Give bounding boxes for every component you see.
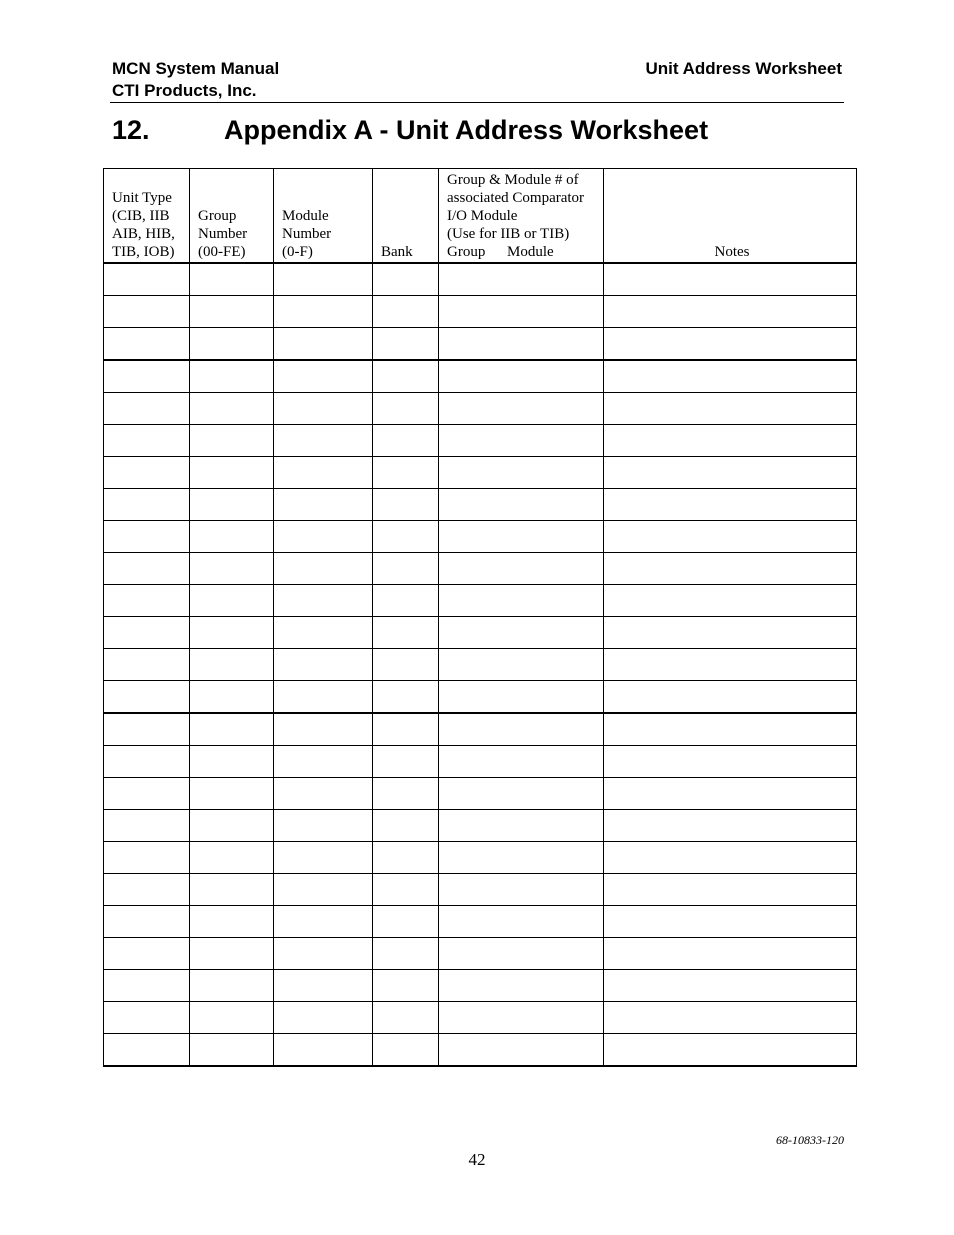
table-row [104,649,857,681]
cell-bank[interactable] [373,585,439,617]
cell-notes[interactable] [604,393,857,425]
cell-module-number[interactable] [274,553,373,585]
table-row [104,489,857,521]
cell-group-number[interactable] [190,681,274,714]
cell-group-number[interactable] [190,713,274,746]
cell-module-number[interactable] [274,328,373,361]
cell-group-number[interactable] [190,874,274,906]
cell-module-number[interactable] [274,906,373,938]
cell-module-number[interactable] [274,970,373,1002]
cell-module-number[interactable] [274,713,373,746]
cell-comparator[interactable] [439,778,604,810]
cell-group-number[interactable] [190,810,274,842]
cell-unit-type[interactable] [104,970,190,1002]
cell-bank[interactable] [373,938,439,970]
cell-comparator[interactable] [439,713,604,746]
cell-module-number[interactable] [274,393,373,425]
section-number: 12. [112,115,150,145]
cell-unit-type[interactable] [104,1034,190,1067]
cell-unit-type[interactable] [104,296,190,328]
cell-module-number[interactable] [274,746,373,778]
table-row [104,263,857,296]
table-row [104,970,857,1002]
cell-group-number[interactable] [190,1002,274,1034]
cell-group-number[interactable] [190,393,274,425]
col-header-group-number: Group Number (00-FE) [190,169,274,264]
cell-notes[interactable] [604,425,857,457]
cell-group-number[interactable] [190,360,274,393]
cell-bank[interactable] [373,874,439,906]
cell-notes[interactable] [604,713,857,746]
cell-group-number[interactable] [190,842,274,874]
table-row [104,425,857,457]
cell-bank[interactable] [373,649,439,681]
cell-bank[interactable] [373,296,439,328]
cell-bank[interactable] [373,810,439,842]
cell-notes[interactable] [604,263,857,296]
cell-module-number[interactable] [274,457,373,489]
cell-notes[interactable] [604,521,857,553]
cell-comparator[interactable] [439,489,604,521]
cell-unit-type[interactable] [104,681,190,714]
cell-group-number[interactable] [190,521,274,553]
cell-notes[interactable] [604,746,857,778]
table-row [104,393,857,425]
cell-group-number[interactable] [190,585,274,617]
cell-notes[interactable] [604,1002,857,1034]
table-row [104,296,857,328]
table-row [104,874,857,906]
cell-module-number[interactable] [274,585,373,617]
cell-bank[interactable] [373,681,439,714]
table-header-row [104,169,857,264]
cell-notes[interactable] [604,842,857,874]
cell-comparator[interactable] [439,521,604,553]
cell-notes[interactable] [604,617,857,649]
cell-module-number[interactable] [274,778,373,810]
cell-group-number[interactable] [190,553,274,585]
cell-comparator[interactable] [439,296,604,328]
cell-notes[interactable] [604,649,857,681]
sub-header-group: Group [447,244,486,260]
cell-unit-type[interactable] [104,649,190,681]
cell-group-number[interactable] [190,1034,274,1067]
cell-comparator[interactable] [439,553,604,585]
col-header-unit-type: Unit Type (CIB, IIB AIB, HIB, TIB, IOB) [104,169,190,264]
table-row [104,521,857,553]
table-row [104,360,857,393]
table-row [104,585,857,617]
cell-unit-type[interactable] [104,810,190,842]
cell-comparator[interactable] [439,1034,604,1067]
cell-bank[interactable] [373,1002,439,1034]
cell-bank[interactable] [373,553,439,585]
col-header-bank: Bank [373,169,439,264]
cell-comparator[interactable] [439,938,604,970]
cell-group-number[interactable] [190,296,274,328]
manual-title: MCN System Manual [112,59,280,78]
cell-unit-type[interactable] [104,263,190,296]
cell-module-number[interactable] [274,810,373,842]
cell-group-number[interactable] [190,746,274,778]
cell-comparator[interactable] [439,360,604,393]
cell-notes[interactable] [604,296,857,328]
cell-comparator[interactable] [439,746,604,778]
cell-group-number[interactable] [190,263,274,296]
cell-bank[interactable] [373,970,439,1002]
table-row [104,906,857,938]
cell-group-number[interactable] [190,457,274,489]
worksheet-body [104,263,857,1066]
cell-comparator[interactable] [439,457,604,489]
cell-notes[interactable] [604,906,857,938]
cell-comparator[interactable] [439,681,604,714]
cell-unit-type[interactable] [104,425,190,457]
cell-group-number[interactable] [190,425,274,457]
cell-bank[interactable] [373,393,439,425]
col-header-notes: Notes [604,169,857,264]
col-header-comparator: Group & Module # of associated Comparator I/O Module (Use for IIB or TIB) Group Module [439,169,604,264]
cell-group-number[interactable] [190,906,274,938]
table-row [104,938,857,970]
cell-comparator[interactable] [439,585,604,617]
cell-module-number[interactable] [274,360,373,393]
cell-comparator[interactable] [439,425,604,457]
running-header-right: Unit Address Worksheet [645,59,842,78]
cell-unit-type[interactable] [104,553,190,585]
cell-bank[interactable] [373,906,439,938]
cell-bank[interactable] [373,842,439,874]
cell-notes[interactable] [604,328,857,361]
cell-bank[interactable] [373,521,439,553]
cell-bank[interactable] [373,746,439,778]
cell-module-number[interactable] [274,874,373,906]
table-row [104,617,857,649]
cell-notes[interactable] [604,360,857,393]
table-row [104,778,857,810]
cell-notes[interactable] [604,810,857,842]
cell-group-number[interactable] [190,778,274,810]
cell-unit-type[interactable] [104,713,190,746]
cell-bank[interactable] [373,778,439,810]
unit-address-worksheet-table [103,168,857,1067]
cell-bank[interactable] [373,617,439,649]
cell-unit-type[interactable] [104,746,190,778]
table-row [104,457,857,489]
cell-unit-type[interactable] [104,328,190,361]
cell-unit-type[interactable] [104,360,190,393]
cell-group-number[interactable] [190,938,274,970]
cell-comparator[interactable] [439,842,604,874]
cell-module-number[interactable] [274,938,373,970]
table-row [104,746,857,778]
cell-bank[interactable] [373,457,439,489]
cell-unit-type[interactable] [104,842,190,874]
page-number: 42 [468,1150,486,1169]
cell-notes[interactable] [604,938,857,970]
cell-module-number[interactable] [274,681,373,714]
cell-unit-type[interactable] [104,778,190,810]
cell-unit-type[interactable] [104,1002,190,1034]
cell-notes[interactable] [604,970,857,1002]
cell-module-number[interactable] [274,1034,373,1067]
cell-notes[interactable] [604,553,857,585]
cell-module-number[interactable] [274,489,373,521]
table-row [104,713,857,746]
sub-header-module: Module [507,244,554,260]
table-row [104,553,857,585]
cell-module-number[interactable] [274,521,373,553]
cell-comparator[interactable] [439,810,604,842]
cell-unit-type[interactable] [104,938,190,970]
document-number: 68-10833-120 [776,1133,844,1147]
cell-notes[interactable] [604,778,857,810]
section-heading [112,112,708,148]
cell-unit-type[interactable] [104,489,190,521]
cell-comparator[interactable] [439,328,604,361]
cell-group-number[interactable] [190,328,274,361]
table-row [104,681,857,714]
cell-comparator[interactable] [439,906,604,938]
table-row [104,328,857,361]
cell-unit-type[interactable] [104,393,190,425]
cell-comparator[interactable] [439,649,604,681]
cell-module-number[interactable] [274,617,373,649]
cell-comparator[interactable] [439,1002,604,1034]
cell-comparator[interactable] [439,393,604,425]
cell-notes[interactable] [604,874,857,906]
cell-comparator[interactable] [439,970,604,1002]
cell-comparator[interactable] [439,617,604,649]
col-header-module-number: Module Number (0-F) [274,169,373,264]
cell-bank[interactable] [373,489,439,521]
cell-module-number[interactable] [274,649,373,681]
cell-bank[interactable] [373,713,439,746]
running-header-left [112,58,279,102]
cell-notes[interactable] [604,457,857,489]
cell-module-number[interactable] [274,263,373,296]
cell-module-number[interactable] [274,425,373,457]
cell-unit-type[interactable] [104,874,190,906]
table-row [104,1034,857,1067]
cell-module-number[interactable] [274,842,373,874]
cell-bank[interactable] [373,425,439,457]
header-rule [110,102,844,103]
cell-unit-type[interactable] [104,585,190,617]
table-row [104,842,857,874]
cell-notes[interactable] [604,1034,857,1067]
cell-unit-type[interactable] [104,457,190,489]
table-row [104,1002,857,1034]
table-row [104,810,857,842]
cell-comparator[interactable] [439,263,604,296]
cell-module-number[interactable] [274,296,373,328]
cell-unit-type[interactable] [104,521,190,553]
cell-bank[interactable] [373,328,439,361]
cell-group-number[interactable] [190,617,274,649]
cell-notes[interactable] [604,681,857,714]
cell-group-number[interactable] [190,649,274,681]
cell-bank[interactable] [373,263,439,296]
company-name: CTI Products, Inc. [112,81,257,100]
cell-module-number[interactable] [274,1002,373,1034]
section-title: Appendix A - Unit Address Worksheet [224,115,709,145]
cell-bank[interactable] [373,360,439,393]
cell-group-number[interactable] [190,489,274,521]
cell-group-number[interactable] [190,970,274,1002]
cell-bank[interactable] [373,1034,439,1067]
cell-notes[interactable] [604,585,857,617]
cell-unit-type[interactable] [104,617,190,649]
cell-comparator[interactable] [439,874,604,906]
cell-unit-type[interactable] [104,906,190,938]
cell-notes[interactable] [604,489,857,521]
